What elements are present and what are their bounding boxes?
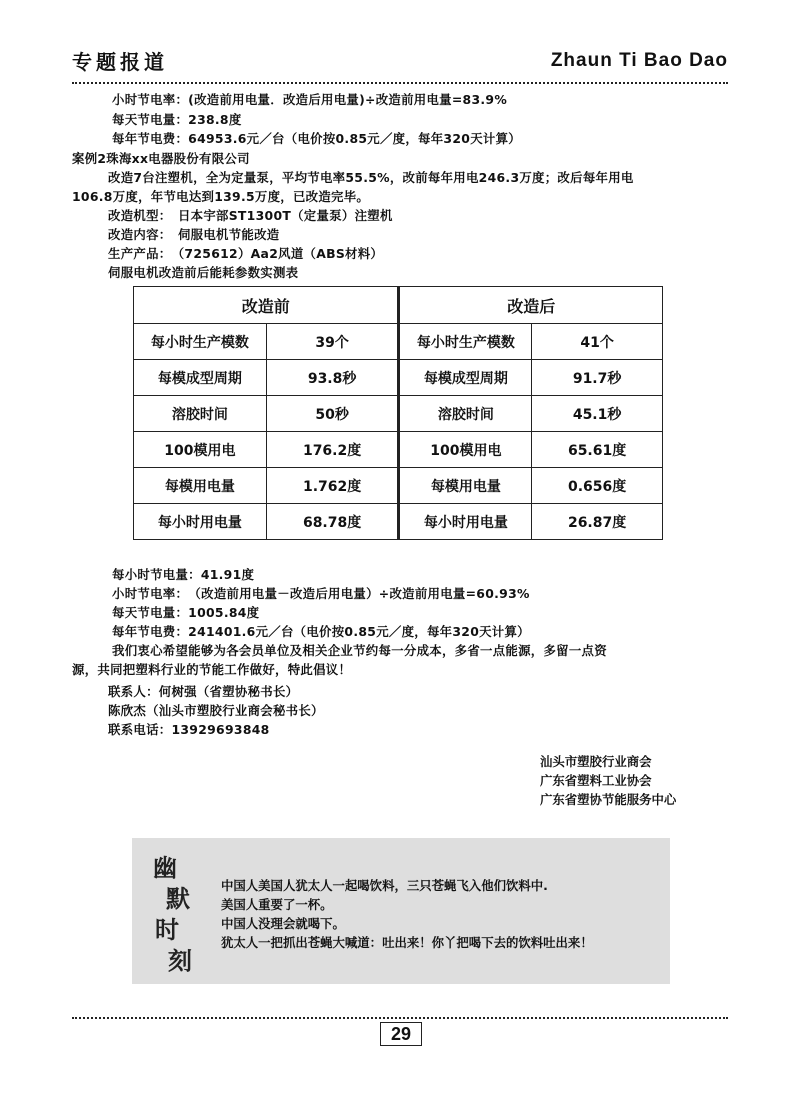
before-label: 每模成型周期: [134, 360, 267, 396]
before-label: 每模用电量: [134, 468, 267, 504]
column-title: 专题报道: [72, 50, 168, 74]
contact-person-1: 联系人：何树强（省塑协秘书长）: [108, 684, 299, 699]
table-caption: 伺服电机改造前后能耗参数实测表: [108, 265, 299, 280]
daily-saving-1: 每天节电量：238.8度: [112, 112, 242, 127]
after-value: 65.61度: [532, 432, 663, 468]
after-label: 100模用电: [399, 432, 532, 468]
footer-divider: [72, 1017, 728, 1019]
after-value: 45.1秒: [532, 396, 663, 432]
energy-comparison-table: [133, 286, 663, 540]
appeal-line1: 我们衷心希望能够为各会员单位及相关企业节约每一分成本，多省一点能源，多留一点资: [112, 643, 607, 658]
hourly-saving-2: 每小时节电量：41.91度: [112, 567, 255, 582]
before-label: 每小时生产模数: [134, 324, 267, 360]
table-row: [134, 396, 663, 432]
signature-org: 汕头市塑胶行业商会: [540, 754, 652, 769]
table-row: [134, 468, 663, 504]
humor-title-char: 默: [166, 884, 190, 913]
after-value: 26.87度: [532, 504, 663, 540]
table-row: [134, 432, 663, 468]
page-number: 29: [380, 1022, 422, 1046]
contact-person-2: 陈欣杰（汕头市塑胶行业商会秘书长）: [108, 703, 324, 718]
yearly-saving-cost-2: 每年节电费：241401.6元／台（电价按0.85元／度，每年320天计算）: [112, 624, 530, 639]
before-value: 1.762度: [266, 468, 399, 504]
case2-title: 案例2珠海xx电器股份有限公司: [72, 151, 250, 166]
case2-desc-line2: 106.8万度，年节电达到139.5万度，已改造完毕。: [72, 189, 370, 204]
before-label: 溶胶时间: [134, 396, 267, 432]
case2-content: 改造内容： 伺服电机节能改造: [108, 227, 280, 242]
header-divider: [72, 82, 728, 84]
after-value: 0.656度: [532, 468, 663, 504]
case2-model: 改造机型： 日本宇部ST1300T（定量泵）注塑机: [108, 208, 393, 223]
before-value: 93.8秒: [266, 360, 399, 396]
before-value: 50秒: [266, 396, 399, 432]
table-header-row: [134, 287, 663, 324]
table-row: [134, 504, 663, 540]
daily-saving-2: 每天节电量：1005.84度: [112, 605, 260, 620]
column-title-pinyin: Zhaun Ti Bao Dao: [550, 50, 728, 71]
after-label: 每模用电量: [399, 468, 532, 504]
contact-phone: 联系电话：13929693848: [108, 722, 270, 737]
case2-desc-line1: 改造7台注塑机，全为定量泵，平均节电率55.5%，改前每年用电246.3万度；改后每年用电: [108, 170, 634, 185]
hourly-saving-rate-2: 小时节电率： （改造前用电量－改造后用电量）÷改造前用电量=60.93%: [112, 586, 530, 601]
after-value: 41个: [532, 324, 663, 360]
yearly-saving-cost-1: 每年节电费：64953.6元／台（电价按0.85元／度，每年320天计算）: [112, 131, 521, 146]
signature-org: 广东省塑协节能服务中心: [540, 792, 677, 807]
appeal-line2: 源，共同把塑料行业的节能工作做好，特此倡议！: [72, 662, 352, 677]
table-row: [134, 360, 663, 396]
before-label: 100模用电: [134, 432, 267, 468]
after-label: 溶胶时间: [399, 396, 532, 432]
humor-title-char: 时: [155, 915, 179, 944]
humor-title-char: 幽: [153, 853, 177, 882]
humor-line: 犹太人一把抓出苍蝇大喊道：吐出来！你丫把喝下去的饮料吐出来！: [221, 935, 593, 950]
table-row: [134, 324, 663, 360]
humor-line: 中国人美国人犹太人一起喝饮料，三只苍蝇飞入他们饮料中.: [221, 878, 548, 893]
humor-line: 美国人重要了一杯。: [221, 897, 333, 912]
humor-title-char: 刻: [168, 946, 192, 975]
after-label: 每小时生产模数: [399, 324, 532, 360]
before-header: 改造前: [134, 287, 399, 324]
case2-product: 生产产品： （725612）Aa2风道（ABS材料）: [108, 246, 384, 261]
after-value: 91.7秒: [532, 360, 663, 396]
after-label: 每小时用电量: [399, 504, 532, 540]
hourly-saving-rate-1: 小时节电率：(改造前用电量．改造后用电量)÷改造前用电量=83.9%: [112, 92, 508, 107]
before-value: 39个: [266, 324, 399, 360]
signature-org: 广东省塑料工业协会: [540, 773, 652, 788]
after-header: 改造后: [399, 287, 663, 324]
after-label: 每模成型周期: [399, 360, 532, 396]
before-value: 68.78度: [266, 504, 399, 540]
before-value: 176.2度: [266, 432, 399, 468]
humor-box: [132, 838, 670, 984]
humor-line: 中国人没理会就喝下。: [221, 916, 345, 931]
before-label: 每小时用电量: [134, 504, 267, 540]
